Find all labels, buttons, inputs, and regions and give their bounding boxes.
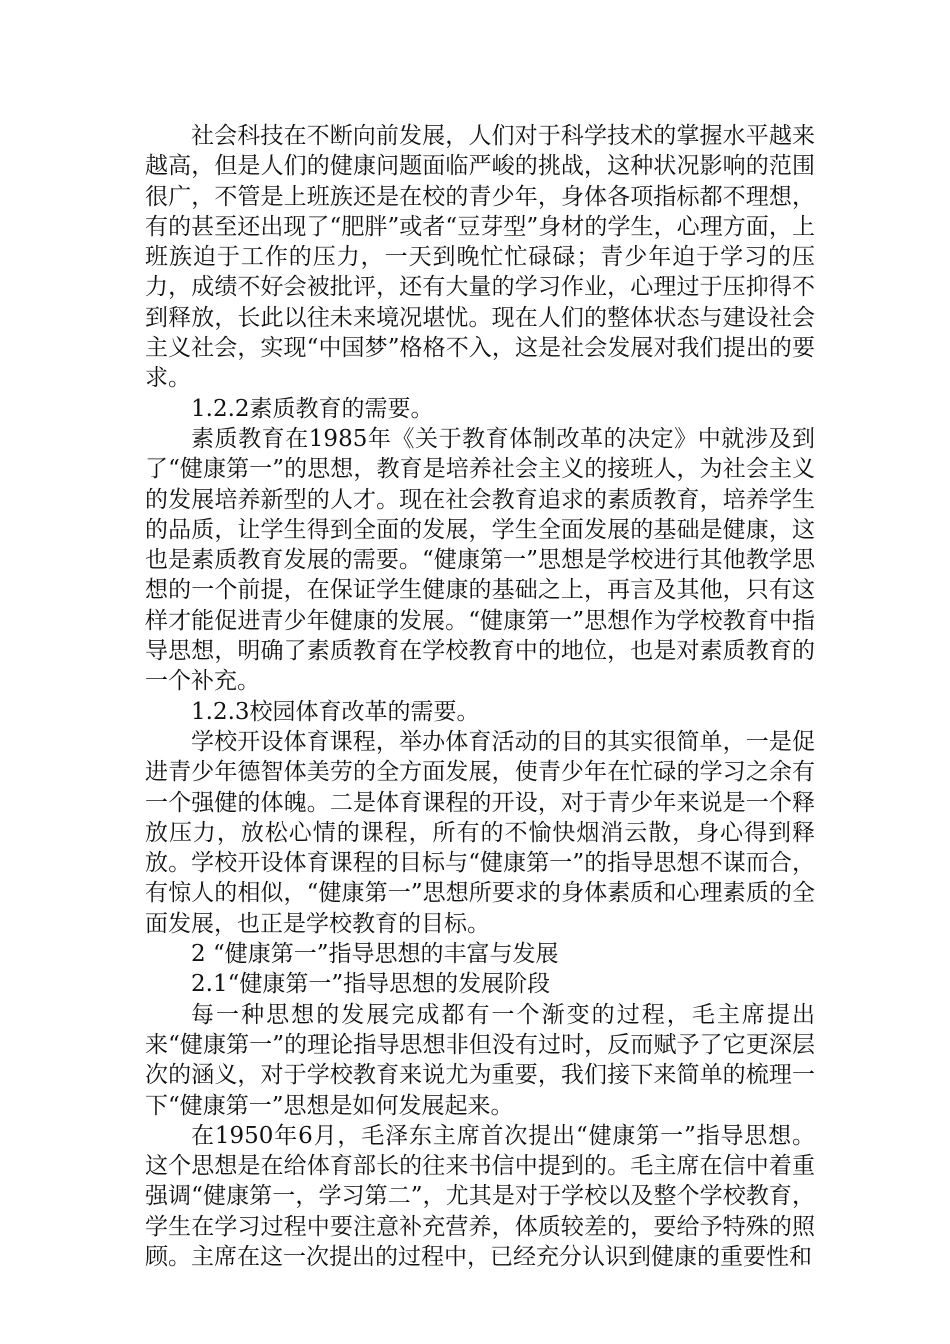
document-body	[145, 121, 815, 1272]
paragraph-1950-origin: 在1950年6月，毛泽东主席首次提出“健康第一”指导思想。这个思想是在给体育部长的往来书信中提到的。毛主席在信中着重强调“健康第一，学习第二”，尤其是对于学校以及整个学校教育，学生在学习过程中要注意补充营养，体质较差的，要给予特殊的照顾。主席在这一次提出的过程中，已经充分认识到健康的重要性和	[145, 1122, 815, 1270]
paragraph-development-process: 每一种思想的发展完成都有一个渐变的过程，毛主席提出来“健康第一”的理论指导思想非但没有过时，反而赋予了它更深层次的涵义，对于学校教育来说尤为重要，我们接下来简单的梳理一下“健康第一”思想是如何发展起来。	[145, 1001, 815, 1119]
paragraph-pe-reform: 学校开设体育课程，举办体育活动的目的其实很简单，一是促进青少年德智体美劳的全方面发展，使青少年在忙碌的学习之余有一个强健的体魄。二是体育课程的开设，对于青少年来说是一个释放压力，放松心情的课程，所有的不愉快烟消云散，身心得到释放。学校开设体育课程的目标与“健康第一”的指导思想不谋而合，有惊人的相似，“健康第一”思想所要求的身体素质和心理素质的全面发展，也正是学校教育的目标。	[145, 728, 815, 937]
heading-2-1: 2.1“健康第一”指导思想的发展阶段	[191, 971, 551, 998]
paragraph-social-development: 社会科技在不断向前发展，人们对于科学技术的掌握水平越来越高，但是人们的健康问题面临严峻的挑战，这种状况影响的范围很广，不管是上班族还是在校的青少年，身体各项指标都不理想，有的甚至还出现了“肥胖”或者“豆芽型”身材的学生，心理方面，上班族迫于工作的压力，一天到晚忙忙碌碌；青少年迫于学习的压力，成绩不好会被批评，还有大量的学习作业，心理过于压抑得不到释放，长此以往未来境况堪忧。现在人们的整体状态与建设社会主义社会，实现“中国梦”格格不入，这是社会发展对我们提出的要求。	[145, 123, 815, 392]
heading-1-2-3: 1.2.3校园体育改革的需要。	[191, 698, 480, 725]
heading-1-2-2: 1.2.2素质教育的需要。	[191, 395, 434, 422]
heading-2: 2 “健康第一”指导思想的丰富与发展	[191, 941, 559, 968]
paragraph-quality-education: 素质教育在1985年《关于教育体制改革的决定》中就涉及到了“健康第一”的思想，教育是培养社会主义的接班人，为社会主义的发展培养新型的人才。现在社会教育追求的素质教育，培养学生的品质，让学生得到全面的发展，学生全面发展的基础是健康，这也是素质教育发展的需要。“健康第一”思想是学校进行其他教学思想的一个前提，在保证学生健康的基础之上，再言及其他，只有这样才能促进青少年健康的发展。“健康第一”思想作为学校教育中指导思想，明确了素质教育在学校教育中的地位，也是对素质教育的一个补充。	[145, 425, 815, 695]
